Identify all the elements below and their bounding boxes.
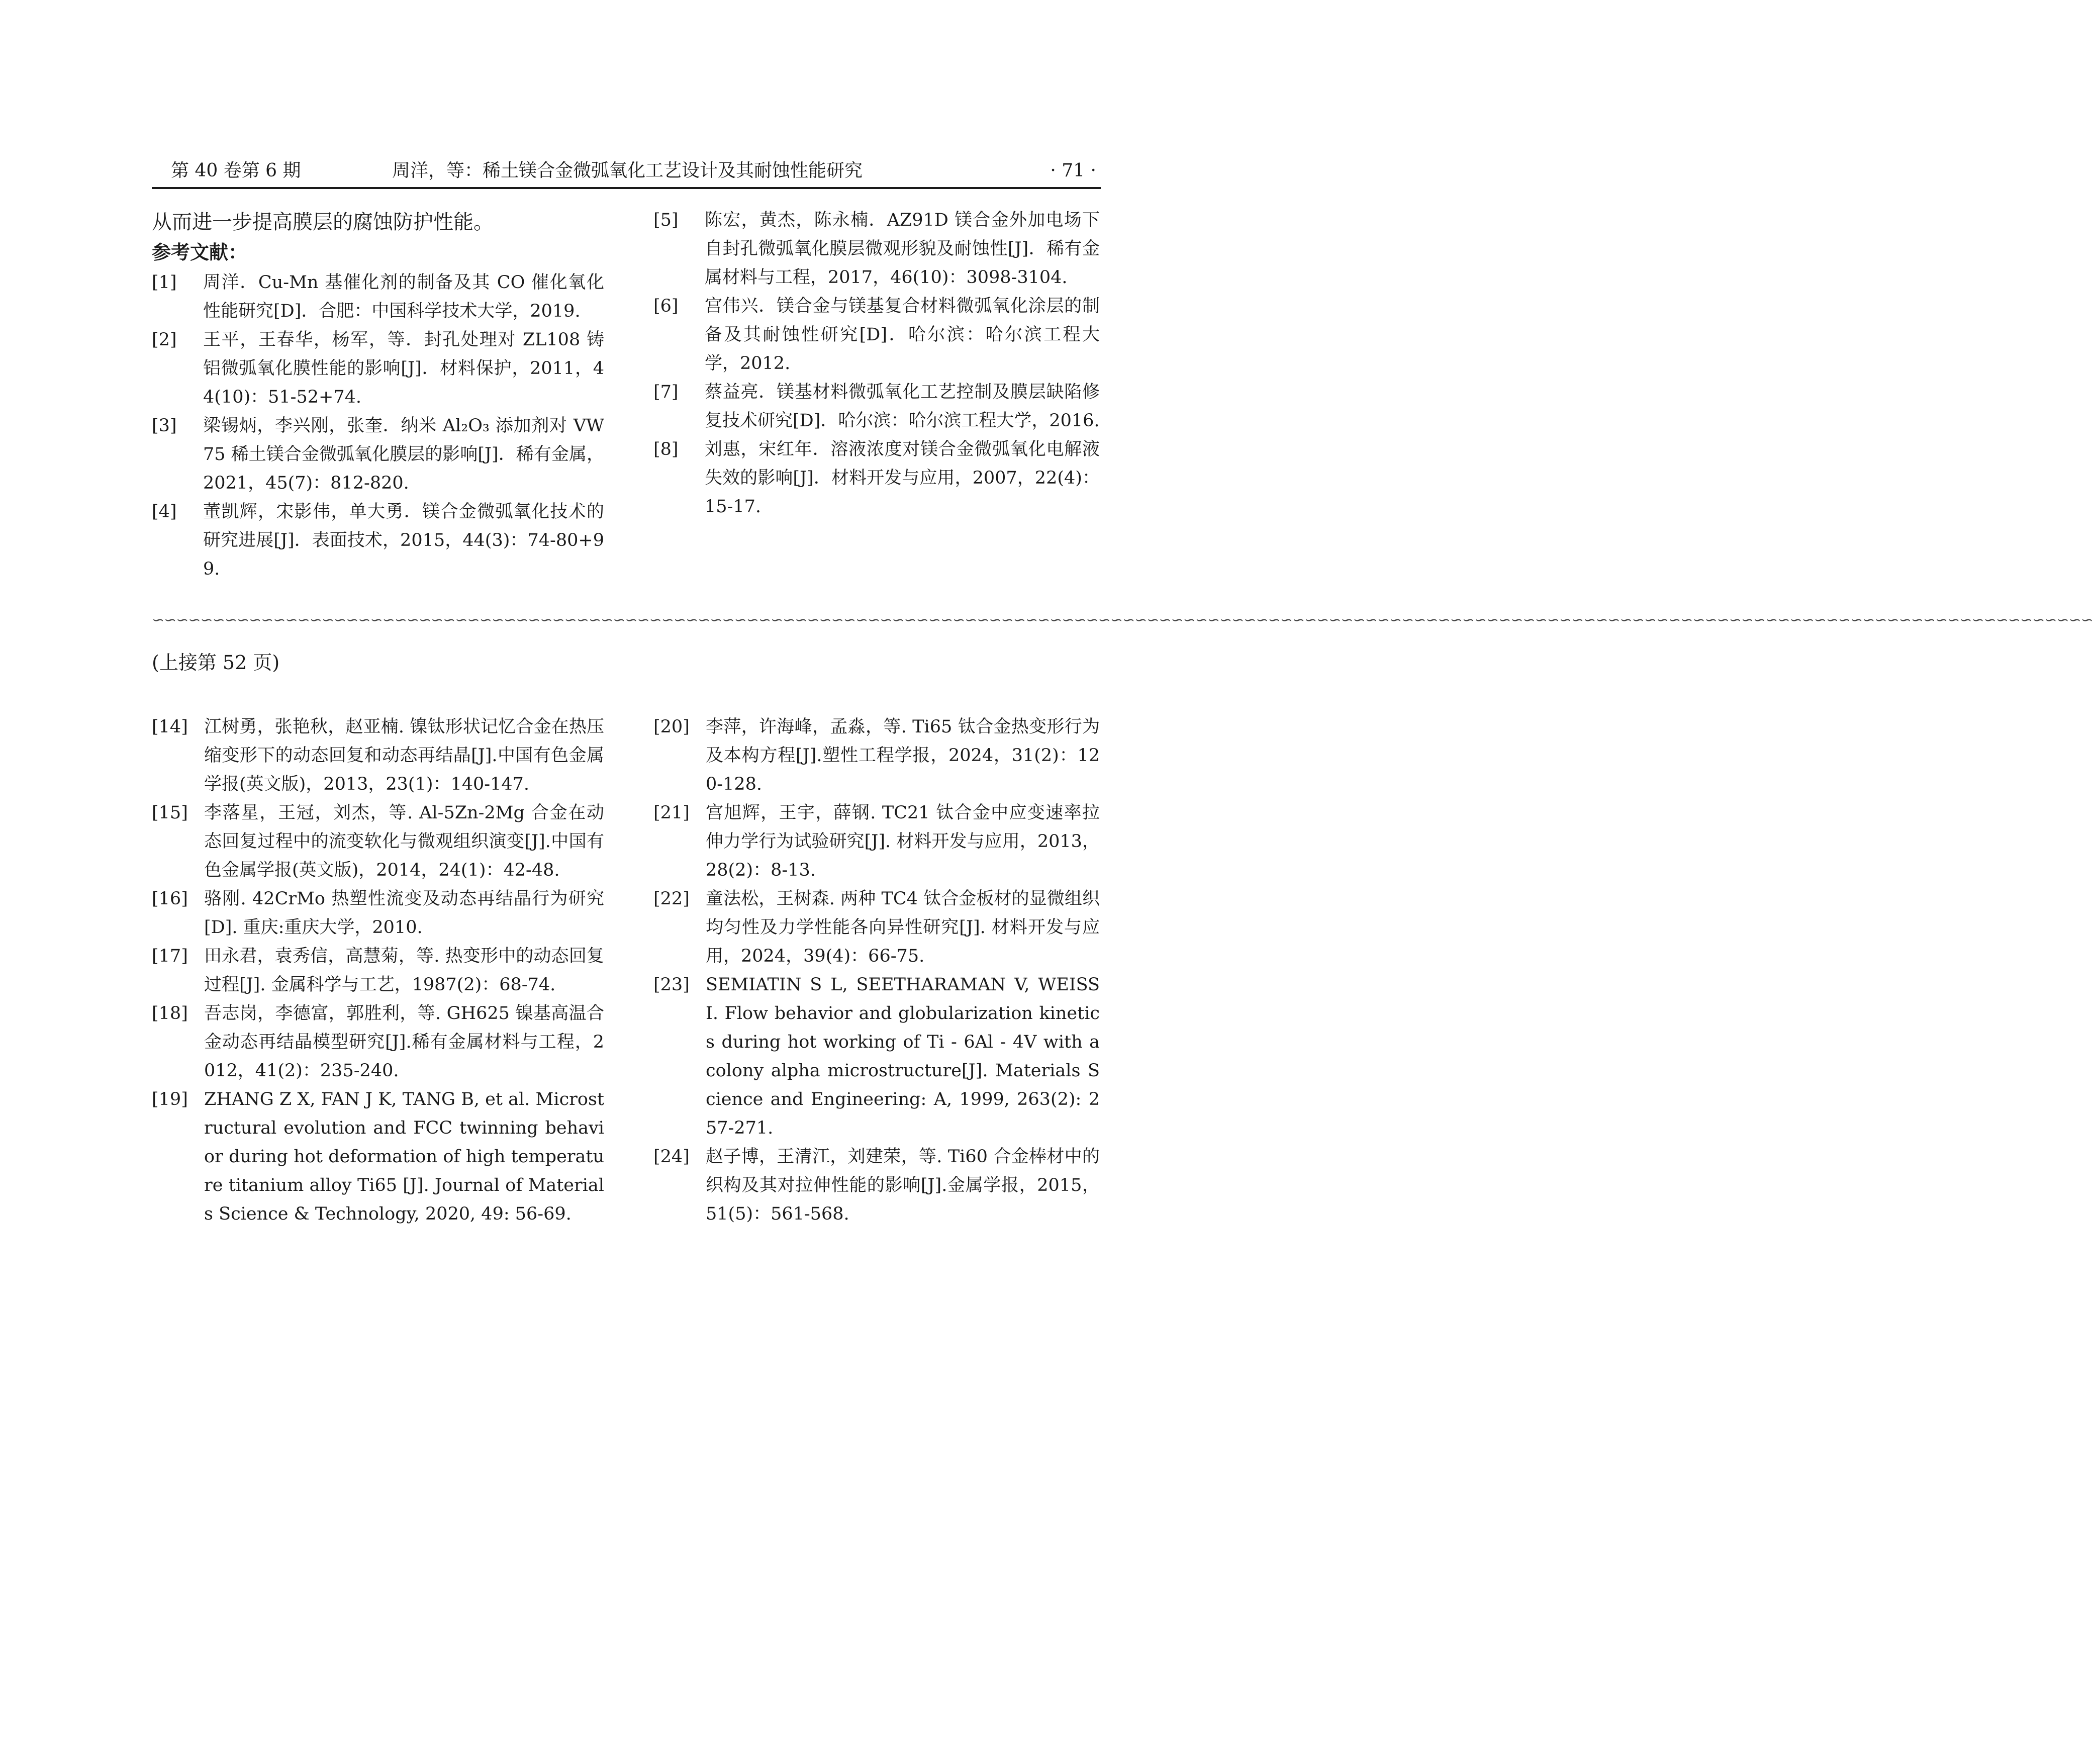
reference-text: 吾志岗，李德富，郭胜利，等. GH625 镍基高温合金动态再结晶模型研究[J].稀有金属材料与工程，2012，41(2)：235-240. — [204, 1003, 604, 1081]
reference-item — [152, 1085, 604, 1229]
reference-number: [3] — [152, 416, 177, 436]
reference-number: [2] — [152, 330, 177, 350]
reference-text: SEMIATIN S L, SEETHARAMAN V, WEISS I. Flow behavior and globularization kinetics during hot working of Ti - 6Al - 4V with a colony alpha microstructure[J]. Materials Science and Engineering: A, 1999, 263(2): 257-271. — [706, 975, 1100, 1138]
reference-number: [14] — [152, 717, 188, 737]
reference-text: 王平，王春华，杨军，等．封孔处理对 ZL108 铸铝微弧氧化膜性能的影响[J]．材料保护，2011，44(10)：51-52+74. — [203, 330, 604, 407]
reference-item — [653, 206, 1100, 292]
reference-text: 蔡益亮．镁基材料微弧氧化工艺控制及膜层缺陷修复技术研究[D]．哈尔滨：哈尔滨工程大学，2016. — [705, 382, 1100, 431]
reference-text: 骆刚. 42CrMo 热塑性流变及动态再结晶行为研究[D]. 重庆:重庆大学，2010. — [204, 889, 604, 938]
reference-text: 刘惠，宋红年．溶液浓度对镁合金微弧氧化电解液失效的影响[J]．材料开发与应用，2007，22(4)：15-17. — [705, 439, 1100, 517]
reference-item — [152, 326, 604, 412]
reference-number: [18] — [152, 1003, 188, 1024]
reference-number: [22] — [653, 889, 690, 909]
reference-number: [21] — [653, 803, 690, 823]
reference-number: [20] — [653, 717, 690, 737]
reference-item — [152, 498, 604, 584]
reference-number: [24] — [653, 1147, 690, 1167]
reference-item — [152, 412, 604, 498]
reference-text: 江树勇，张艳秋，赵亚楠. 镍钛形状记忆合金在热压缩变形下的动态回复和动态再结晶[J].中国有色金属学报(英文版)，2013，23(1)：140-147. — [204, 717, 604, 794]
reference-number: [15] — [152, 803, 188, 823]
running-title: 周洋，等：稀土镁合金微弧氧化工艺设计及其耐蚀性能研究 — [392, 160, 863, 181]
upper-right-column — [653, 206, 1100, 521]
reference-number: [4] — [152, 502, 177, 522]
reference-number: [7] — [653, 382, 679, 402]
reference-number: [16] — [152, 889, 188, 909]
reference-number: [17] — [152, 946, 188, 966]
reference-number: [8] — [653, 439, 679, 459]
reference-text: 宫旭辉，王宇，薛钢. TC21 钛合金中应变速率拉伸力学行为试验研究[J]. 材料开发与应用，2013，28(2)：8-13. — [706, 803, 1100, 880]
reference-item — [653, 1143, 1100, 1229]
reference-text: 宫伟兴．镁合金与镁基复合材料微弧氧化涂层的制备及其耐蚀性研究[D]．哈尔滨：哈尔滨工程大学，2012. — [705, 296, 1100, 374]
reference-text: 李萍，许海峰，孟淼，等. Ti65 钛合金热变形行为及本构方程[J].塑性工程学报，2024，31(2)：120-128. — [706, 717, 1100, 794]
reference-text: 周洋．Cu-Mn 基催化剂的制备及其 CO 催化氧化性能研究[D]．合肥：中国科学技术大学，2019. — [203, 272, 604, 321]
reference-number: [23] — [653, 975, 690, 995]
reference-item — [152, 942, 604, 999]
reference-text: 童法松，王树森. 两种 TC4 钛合金板材的显微组织均匀性及力学性能各向异性研究[J]. 材料开发与应用，2024，39(4)：66-75. — [706, 889, 1100, 966]
reference-number: [19] — [152, 1089, 188, 1109]
reference-number: [6] — [653, 296, 679, 316]
upper-left-column — [152, 206, 604, 584]
reference-text: 赵子博，王清江，刘建荣，等. Ti60 合金棒材中的织构及其对拉伸性能的影响[J].金属学报，2015，51(5)：561-568. — [706, 1147, 1100, 1224]
reference-text: 董凯辉，宋影伟，单大勇．镁合金微弧氧化技术的研究进展[J]．表面技术，2015，44(3)：74-80+99. — [203, 502, 604, 579]
reference-text: 梁锡炳，李兴刚，张奎．纳米 Al₂O₃ 添加剂对 VW75 稀土镁合金微弧氧化膜层的影响[J]．稀有金属，2021，45(7)：812-820. — [203, 416, 604, 493]
references-heading: 参考文献： — [152, 241, 248, 263]
lower-right-column — [653, 713, 1100, 1229]
reference-number: [1] — [152, 272, 177, 293]
continued-note: (上接第 52 页) — [152, 652, 280, 674]
lower-left-column — [152, 713, 604, 1229]
reference-item — [653, 885, 1100, 971]
decorative-separator: ∽∽∽∽∽∽∽∽∽∽∽∽∽∽∽∽∽∽∽∽∽∽∽∽∽∽∽∽∽∽∽∽∽∽∽∽∽∽∽∽∽∽∽∽∽∽∽∽∽∽∽∽∽∽∽∽∽∽∽∽∽∽∽∽∽∽∽∽∽∽∽∽∽∽∽∽∽∽∽∽∽∽∽∽∽∽∽∽∽∽∽∽∽∽∽∽∽∽∽∽∽∽∽∽∽∽∽∽∽∽∽∽∽∽∽∽∽∽∽∽∽∽∽∽∽∽∽∽∽∽∽∽∽∽∽∽∽∽∽∽∽∽∽∽∽∽∽∽∽∽∽∽∽∽∽∽∽∽∽∽ — [152, 611, 2093, 629]
page-number: · 71 · — [1050, 160, 1096, 181]
reference-text: ZHANG Z X, FAN J K, TANG B, et al. Microstructural evolution and FCC twinning behavior during hot deformation of high temperature titanium alloy Ti65 [J]. Journal of Materials Science & Technology, 2020, 49: 56-69. — [204, 1089, 604, 1224]
reference-item — [653, 435, 1100, 521]
reference-item — [653, 713, 1100, 799]
reference-text: 陈宏，黄杰，陈永楠．AZ91D 镁合金外加电场下自封孔微弧氧化膜层微观形貌及耐蚀性[J]．稀有金属材料与工程，2017，46(10)：3098-3104. — [705, 210, 1100, 288]
reference-item — [653, 799, 1100, 885]
reference-item — [152, 999, 604, 1085]
header-rule — [152, 187, 1101, 189]
body-text-end: 从而进一步提高膜层的腐蚀防护性能。 — [152, 211, 494, 234]
reference-item — [152, 799, 604, 885]
reference-text: 田永君，袁秀信，高慧菊，等. 热变形中的动态回复过程[J]. 金属科学与工艺，1987(2)：68-74. — [204, 946, 604, 995]
reference-item — [152, 885, 604, 942]
reference-item — [152, 713, 604, 799]
reference-item — [653, 292, 1100, 378]
reference-item — [152, 268, 604, 326]
reference-text: 李落星，王冠，刘杰，等. Al-5Zn-2Mg 合金在动态回复过程中的流变软化与微观组织演变[J].中国有色金属学报(英文版)，2014，24(1)：42-48. — [204, 803, 604, 880]
reference-item — [653, 378, 1100, 435]
volume-issue: 第 40 卷第 6 期 — [171, 160, 301, 181]
reference-item — [653, 971, 1100, 1143]
reference-number: [5] — [653, 210, 679, 230]
